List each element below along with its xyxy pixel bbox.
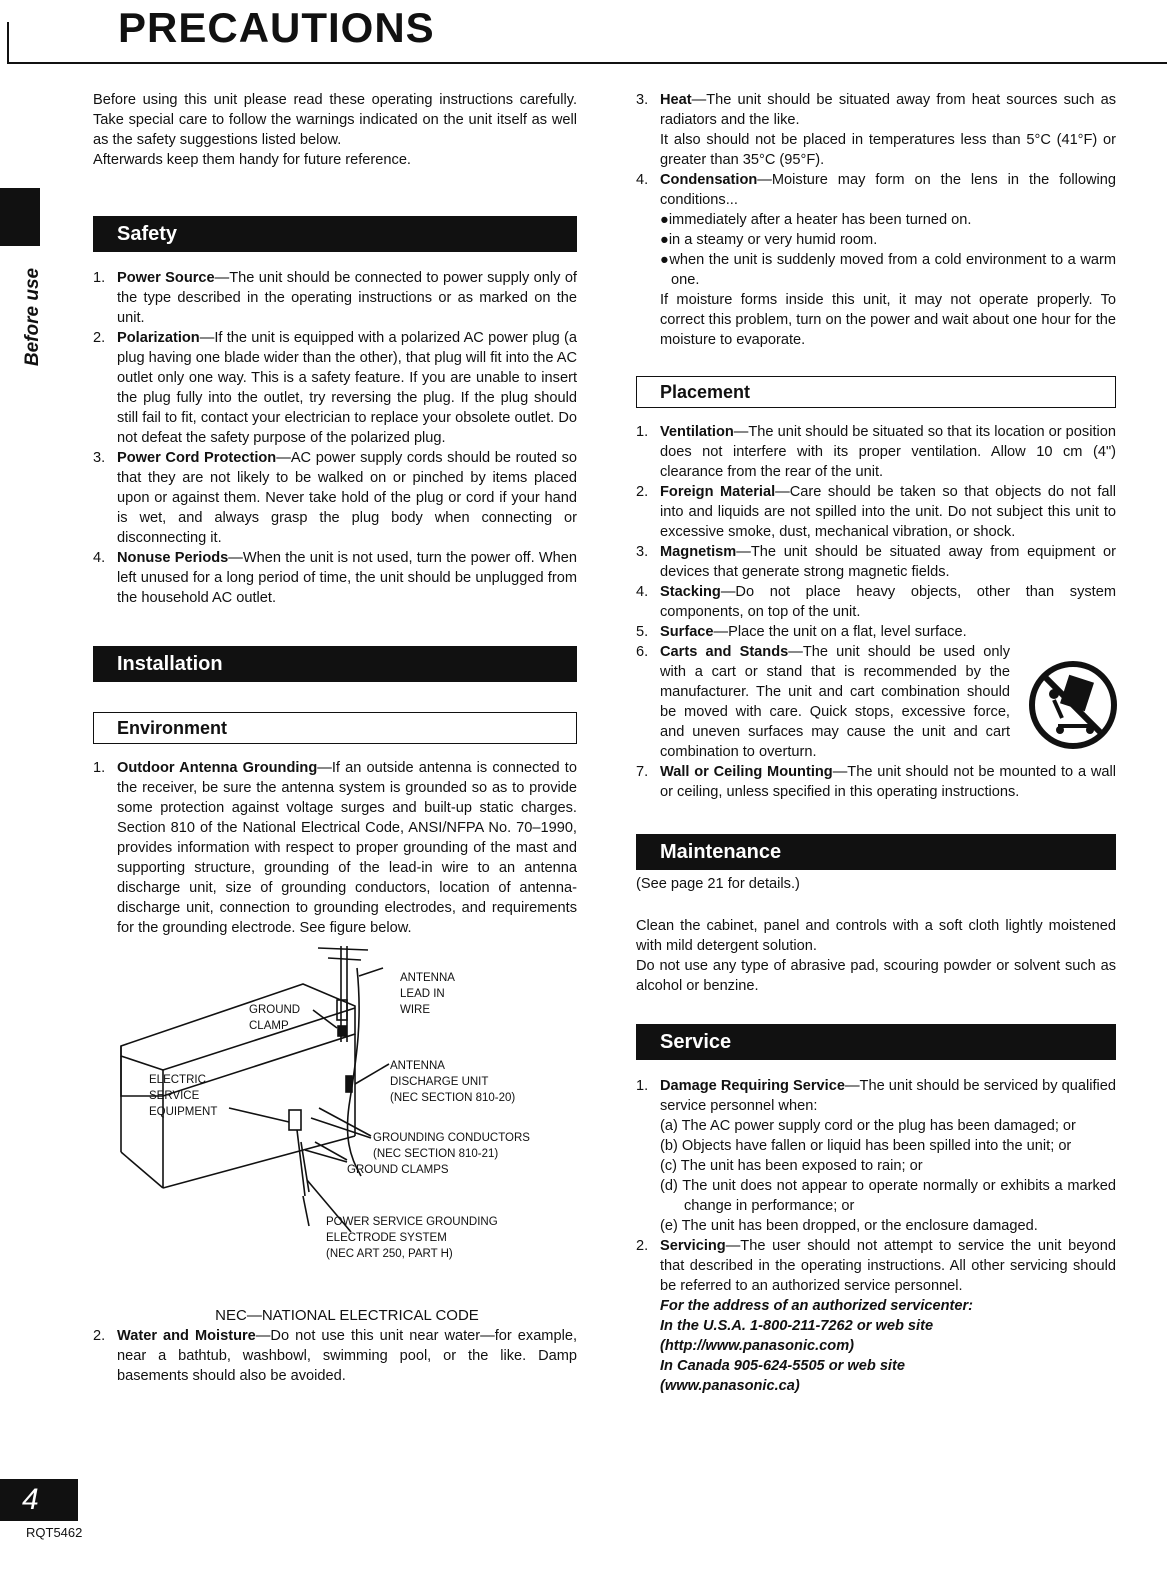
list-item: 2. Water and Moisture—Do not use this unit near water—for example, near a bathtub, washbowl, swimming pool, or the like. Damp basements should also be avoided. [93,1328,577,1384]
right-column [636,90,1116,1396]
list-item: 3. Heat—The unit should be situated away from heat sources such as radiators and the like. It also should not be placed in temperatures less than 5°C (41°F) or greater than 35°C (95°F). [636,92,1116,168]
cart-warning-icon [1028,660,1118,750]
power-service-label: POWER SERVICE GROUNDING ELECTRODE SYSTEM (NEC ART 250, PART H) [326,1216,498,1260]
service-list [636,1076,1116,1396]
safety-heading: Safety [93,216,577,252]
list-item: 6. Carts and Stands—The unit should be used only with a cart or stand that is recommended by the manufacturer. The unit and cart combination should be moved with care. Quick stops, excessive force, and uneven surfaces may cause the unit and cart combination to overturn. [636,642,1116,762]
side-label: Before use [22,267,43,367]
placement-heading: Placement [636,376,1116,408]
electric-service-label: ELECTRIC SERVICE EQUIPMENT [149,1074,218,1118]
page-number: 4 [0,1479,78,1521]
list-item: 2. Foreign Material—Care should be taken so that objects do not fall into and liquids are not spilled into the unit. Do not subject this unit to excessive smoke, dust, mechanical vibration, or shock. [636,484,1117,540]
discharge-unit-label: ANTENNA DISCHARGE UNIT (NEC SECTION 810-20) [390,1060,516,1104]
grounding-conductors-label: GROUNDING CONDUCTORS (NEC SECTION 810-21) [373,1132,530,1160]
list-item: 1. Ventilation—The unit should be situated so that its location or position does not interfere with its proper ventilation. Allow 10 cm (4") clearance from the rear of the unit. [636,424,1116,480]
intro-para-2: Afterwards keep them handy for future reference. [93,152,411,168]
list-item: 2. Servicing—The user should not attempt to service the unit beyond that described in the operating instructions. All other servicing should be referred to an authorized service personnel. For the address of an authorized servicenter: In the U.S.A. 1-800-211-7262 or web site (http://www.panasonic.com) In Canada 905-624-5505 or web site (www.panasonic.ca) [636,1238,1116,1394]
ground-clamps-label: GROUND CLAMPS [347,1164,449,1176]
service-heading: Service [636,1024,1116,1060]
list-item: 2. Polarization—If the unit is equipped with a polarized AC power plug (a plug having one blade wider than the other), that plug will fit into the AC outlet only one way. This is a safety feature. If you are unable to insert the plug fully into the outlet, try reversing the plug. If the plug should still fail to fit, contact your electrician to replace your obsolete outlet. Do not defeat the safety purpose of the polarized plug. [93,330,577,446]
list-item: 7. Wall or Ceiling Mounting—The unit should not be mounted to a wall or ceiling, unless specified in this operating instructions. [636,764,1116,800]
side-tab [0,188,40,246]
list-item: 3. Magnetism—The unit should be situated away from equipment or devices that generate strong magnetic fields. [636,544,1116,580]
list-item: 4. Condensation—Moisture may form on the lens in the following conditions... ●immediately after a heater has been turned on. ●in a steamy or very humid room. ●when the unit is suddenly moved from a cold environment to a warm one. If moisture forms inside this unit, it may not operate properly. To correct this problem, turn on the power and wait about one hour for the moisture to evaporate. [636,172,1116,348]
list-item: 1. Damage Requiring Service—The unit should be serviced by qualified service personnel when: (a) The AC power supply cord or the plug has been damaged; or (b) Objects have fallen or liquid has been spilled into the unit; or (c) The unit has been exposed to rain; or (d) The unit does not appear to operate normally or exhibits a marked change in performance; or (e) The unit has been dropped, or the enclosure damaged. [636,1078,1116,1234]
ground-clamp-label: GROUND CLAMP [249,1004,301,1032]
maintenance-heading: Maintenance [636,834,1116,870]
left-column [93,90,577,1386]
list-item: 1. Power Source—The unit should be connected to power supply only of the type described in the operating instructions or as marked on the unit. [93,270,577,326]
installation-heading: Installation [93,646,577,682]
safety-list [93,268,577,608]
list-item: 4. Stacking—Do not place heavy objects, other than system components, on top of the unit. [636,584,1116,620]
title-tick [7,22,9,62]
intro-para-1: Before using this unit please read these operating instructions carefully. Take special care to follow the warnings indicated on the unit itself as well as the safety suggestions listed below. [93,92,577,148]
list-item: 5. Surface—Place the unit on a flat, level surface. [636,624,967,640]
environment-list-right [636,90,1116,350]
title-bar [0,0,1170,66]
diagram-caption: NEC—NATIONAL ELECTRICAL CODE [215,1307,479,1324]
document-code: RQT5462 [26,1525,83,1540]
antenna-grounding-diagram [93,946,577,1306]
maintenance-text-1: Clean the cabinet, panel and controls with a soft cloth lightly moistened with mild detergent solution. [636,918,1116,954]
environment-list [93,758,577,938]
list-item: 4. Nonuse Periods—When the unit is not used, turn the power off. When left unused for a long period of time, the unit should be unplugged from the household AC outlet. [93,550,577,606]
placement-list [636,422,1116,802]
environment-heading: Environment [93,712,577,744]
page-title: PRECAUTIONS [118,4,435,51]
environment-list-cont [93,1326,577,1386]
antenna-lead-label: ANTENNA LEAD IN WIRE [400,972,455,1016]
maintenance-see-page: (See page 21 for details.) [636,876,800,892]
maintenance-text-2: Do not use any type of abrasive pad, scouring powder or solvent such as alcohol or benzine. [636,958,1116,994]
list-item: 3. Power Cord Protection—AC power supply cords should be routed so that they are not likely to be walked on or pinched by items placed upon or against them. Never take hold of the plug or cord if your hand is wet, and always grasp the plug body when connecting or disconnecting it. [93,450,577,546]
list-item: 1. Outdoor Antenna Grounding—If an outside antenna is connected to the receiver, be sure the antenna system is grounded so as to provide some protection against voltage surges and built-up static charges. Section 810 of the National Electrical Code, ANSI/NFPA No. 70–1990, provides information with respect to proper grounding of the mast and supporting structure, grounding of the lead-in wire to an antenna discharge unit, size of grounding conductors, location of antenna-discharge unit, connection to grounding electrodes, and requirements for the grounding electrode. See figure below. [93,760,577,936]
title-rule [7,62,1167,64]
